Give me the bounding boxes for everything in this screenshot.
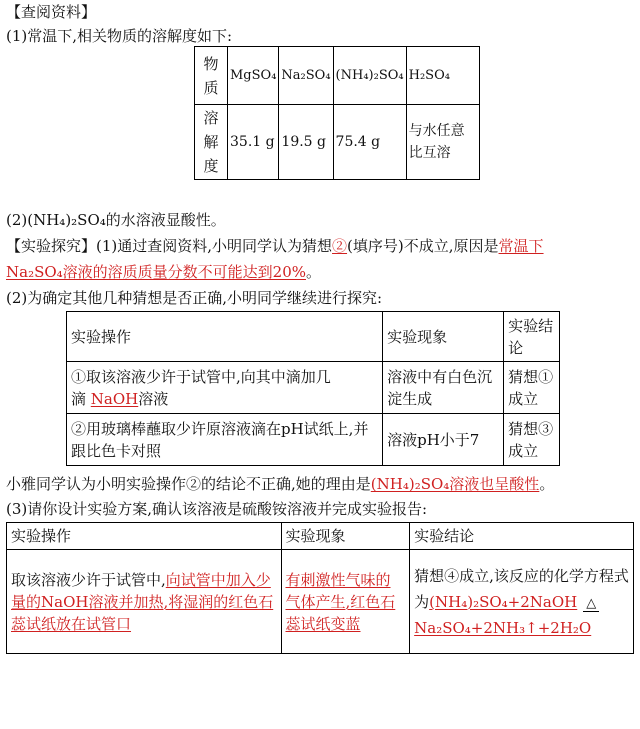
answer-guess: ②	[332, 237, 348, 255]
xiaoya-answer: (NH₄)₂SO₄溶液也呈酸性	[370, 475, 540, 493]
row1-op-prefix: 滴	[71, 389, 91, 408]
substance-cell: MgSO₄	[228, 47, 279, 105]
table3-phenomenon-answer: 有刺激性气味的气体产生,红色石蕊试纸变蓝	[285, 570, 396, 633]
equation-left: (NH₄)₂SO₄+2NaOH	[429, 592, 578, 611]
item-2-text: (2)(NH₄)₂SO₄的水溶液显酸性。	[6, 211, 226, 229]
explore-line-2	[6, 262, 321, 282]
substance-cell: Na₂SO₄	[279, 47, 333, 105]
equation-right: Na₂SO₄+2NH₃↑+2H₂O	[414, 618, 592, 637]
answer-reason-part-2: Na₂SO₄溶液的溶质质量分数不可能达到20%	[6, 263, 307, 281]
row2-conclusion: 猜想③成立	[504, 414, 560, 466]
row-header-substance: 物质	[195, 47, 228, 105]
row1-op-suffix: 溶液	[138, 389, 169, 408]
table3-conclusion-prefix: 猜想④成立,该反应的化学方程式为	[414, 566, 629, 611]
solubility-value: 75.4 g	[333, 105, 406, 180]
answer-reason-part-1: 常温下	[498, 237, 544, 255]
explore-middle: (填序号)不成立,原因是	[347, 237, 499, 255]
row1-conclusion: 猜想①成立	[504, 362, 560, 414]
substance-cell: H₂SO₄	[406, 47, 479, 105]
solubility-value: 19.5 g	[279, 105, 333, 180]
xiaoya-prefix: 小雅同学认为小明实验操作②的结论不正确,她的理由是	[6, 475, 371, 493]
header-conclusion: 实验结论	[504, 312, 560, 362]
explore-suffix: 。	[306, 263, 322, 281]
table3-op-answer: 向试管中加入少量的NaOH溶液并加热,将湿润的红色石蕊试纸放在试管口	[11, 570, 274, 633]
experiment-table-2	[6, 522, 634, 654]
equation-condition: △	[583, 597, 599, 612]
solubility-table	[194, 46, 480, 180]
table3-op-prefix: 取该溶液少许于试管中,	[11, 570, 166, 589]
row1-operation	[67, 362, 383, 414]
header-phenomenon: 实验现象	[383, 312, 504, 362]
row2-operation: ②用玻璃棒蘸取少许原溶液滴在pH试纸上,并跟比色卡对照	[67, 414, 383, 466]
table3-operation	[7, 550, 282, 654]
item-explore-2-text: (2)为确定其他几种猜想是否正确,小明同学继续进行探究:	[6, 289, 383, 307]
xiaoya-suffix: 。	[539, 475, 555, 493]
header-conclusion-2: 实验结论	[410, 523, 634, 550]
header-phenomenon-2: 实验现象	[281, 523, 410, 550]
xiaoya-line	[6, 474, 554, 494]
solubility-value: 35.1 g	[228, 105, 279, 180]
row1-phenomenon: 溶液中有白色沉淀生成	[383, 362, 504, 414]
table3-conclusion	[410, 550, 634, 654]
experiment-table-1	[66, 311, 560, 466]
explore-line-1	[6, 236, 544, 256]
row2-phenomenon: 溶液pH小于7	[383, 414, 504, 466]
item-1-text: (1)常温下,相关物质的溶解度如下:	[6, 27, 233, 45]
section-title: 【查阅资料】	[6, 3, 97, 21]
substance-cell: (NH₄)₂SO₄	[333, 47, 406, 105]
row1-operation-line-1: ①取该溶液少许于试管中,向其中滴加几	[71, 367, 331, 386]
header-operation: 实验操作	[67, 312, 383, 362]
table3-phenomenon	[281, 550, 410, 654]
explore-prefix: 【实验探究】(1)通过查阅资料,小明同学认为猜想	[6, 237, 333, 255]
solubility-value: 与水任意比互溶	[406, 105, 479, 180]
row1-operation-line-2	[71, 388, 378, 410]
item-3-text: (3)请你设计实验方案,确认该溶液是硫酸铵溶液并完成实验报告:	[6, 500, 428, 518]
row1-answer-reagent: NaOH	[90, 389, 139, 408]
header-operation-2: 实验操作	[7, 523, 282, 550]
row-header-solubility: 溶解度	[195, 105, 228, 180]
